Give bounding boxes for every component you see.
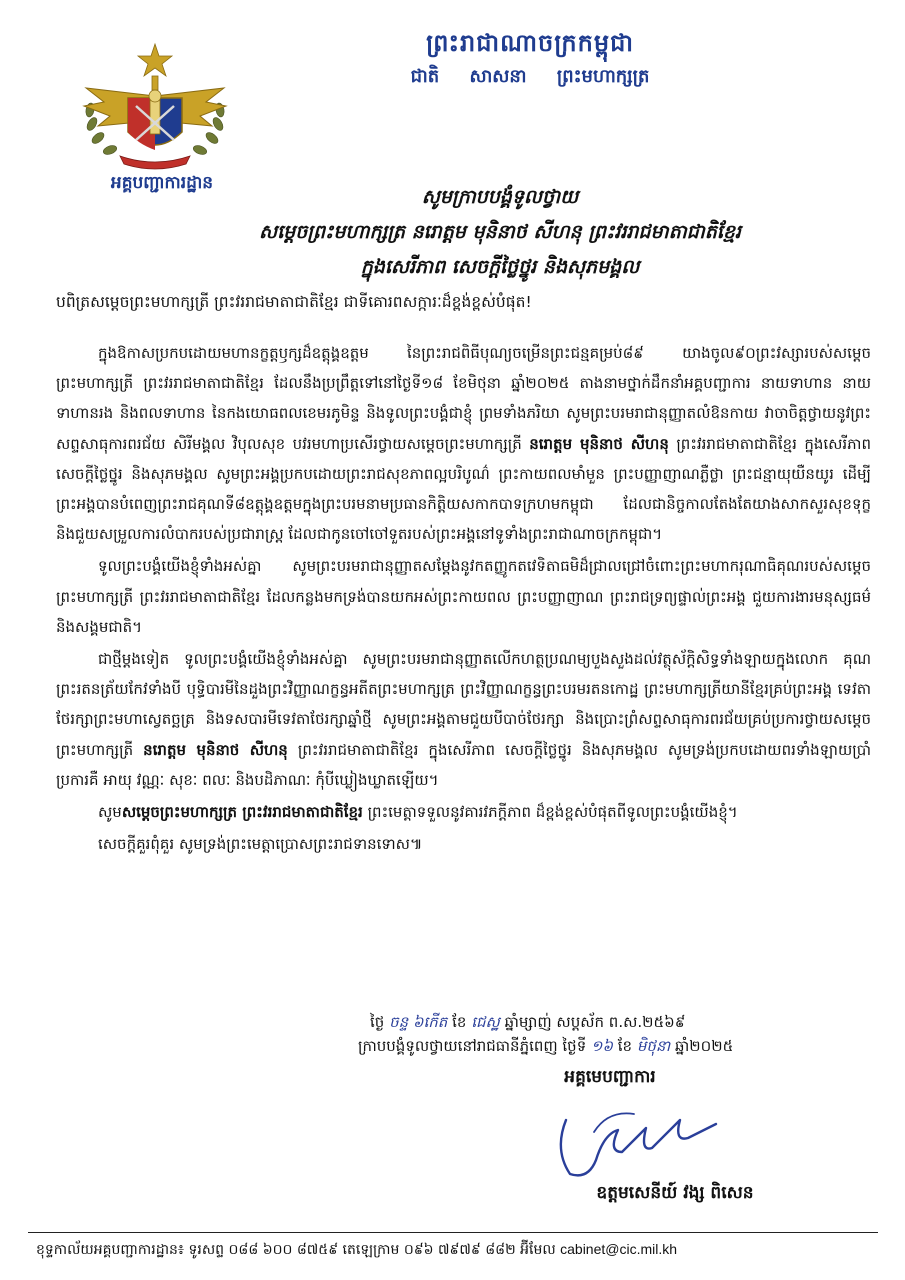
paragraph-3-part-a: ជាថ្មីម្តងទៀត ទូលព្រះបង្គំយើងខ្ញុំទាំងអស់គ្នា សូមព្រះបរមរាជានុញ្ញាតលើកហត្ថប្រណម្យបួងសួងដល់វត្ថុស័ក្តិសិទ្ធទាំងឡាយក្នុងលោក គុណព្រះរតនត្រ័យកែវទាំងបី បុទ្ធិបារមីនៃដួងព្រះវិញ្ញាណក្ខន្ធអតីតព្រះមហាក្សត្រ ព្រះវិញ្ញាណក្ខន្ធព្រះបរមរតនកោដ្ឋ ព្រះមហាក្សត្រីយានីខ្មែរគ្រប់ព្រះអង្គ ទេវតាថែរក្សាព្រះមហាស្វេតច្ឆត្រ និងទសបារមីទេវតាថែរក្សាឆ្នាំថ្មី សូមព្រះអង្គតាមជួយបីបាច់ថែរក្សា និងប្រោះព្រំសព្ទសាធុការពរជ័យគ្រប់ប្រការថ្វាយសម្តេចព្រះមហាក្សត្រី xyxy=(56,650,871,759)
lunar-year: ឆ្នាំម្សាញ់ សប្តស័ក ព.ស.២៥៦៩ xyxy=(504,1013,686,1031)
letter-body xyxy=(56,338,871,861)
solar-day: ១៦ xyxy=(591,1037,613,1055)
footer-email-link[interactable]: cabinet@cic.mil.kh xyxy=(560,1241,678,1257)
lunar-date: ៦កើត xyxy=(412,1013,448,1031)
lunar-day-prefix: ថ្ងៃ xyxy=(370,1013,385,1031)
solar-date-prefix: ក្រាបបង្គំទូលថ្វាយនៅរាជធានីភ្នំពេញ ថ្ងៃទី xyxy=(358,1037,587,1055)
letter-title-line-1: សូមក្រាបបង្គំទូលថ្វាយ xyxy=(421,186,579,208)
solar-date-line xyxy=(358,1037,868,1059)
lunar-month: ជេស្ឋ xyxy=(471,1013,500,1031)
letter-title-line-3: ក្នុងសេរីភាព សេចក្តីថ្លៃថ្នូរ និងសុភមង្គល xyxy=(360,256,640,278)
signer-name: ឧត្តមសេនីយ៍ វង្ស ពិសេន xyxy=(596,1183,754,1203)
body-paragraph-4 xyxy=(56,797,871,827)
lunar-month-prefix: ខែ xyxy=(452,1013,467,1031)
paragraph-3-royal-name: នរោត្តម មុនិនាថ សីហនុ xyxy=(143,740,288,759)
solar-month: មិថុនា xyxy=(636,1037,671,1055)
paragraph-1-royal-name: នរោត្តម មុនិនាថ សីហនុ xyxy=(529,434,669,453)
paragraph-1-part-b: ព្រះវររាជមាតាជាតិខ្មែរ ក្នុងសេរីភាព សេចក្តីថ្លៃថ្នូរ និងសុភមង្គល សូមព្រះអង្គប្រកបដោយព្រះរាជសុខភាពល្អបរិបូណ៌ ព្រះកាយពលមាំមួន ព្រះបញ្ញាញាណភ្លឺថ្លា ព្រះជន្មាយុយឺនយូរ ដើម្បីព្រះអង្គបានបំពេញព្រះរាជគុណទី៨ឧត្តុង្គឧត្តមក្នុងព្រះបរមនាមប្រធានកិត្តិយសកាកបាទក្រហមកម្ពុជា ដែលជានិច្ចកាលតែងតែយាងសាកសួរសុខទុក្ខ និងជួយសម្រួលការលំបាករបស់ប្រជារាស្ត្រ ដែលជាកូនចៅចៅទួតរបស់ព្រះអង្គនៅទូទាំងព្រះរាជាណាចក្រកម្ពុជា។ xyxy=(56,434,871,544)
footer-contact xyxy=(36,1240,876,1261)
lunar-date-line xyxy=(370,1013,870,1035)
salutation: បពិត្រសម្តេចព្រះមហាក្សត្រី ព្រះវររាជមាតាជាតិខ្មែរ ជាទីគោរពសក្ការៈដ៏ខ្ពង់ខ្ពស់បំផុត! xyxy=(56,293,532,311)
kingdom-heading: ព្រះរាជាណាចក្រកម្ពុជា xyxy=(426,28,634,57)
lunar-weekday: ចន្ទ xyxy=(389,1013,409,1031)
closing-paragraph: សេចក្តីគួរពុំគួរ សូមទ្រង់ព្រះមេត្តាប្រោសព្រះរាជទានទោស៕ xyxy=(98,835,423,854)
footer-divider xyxy=(28,1232,878,1233)
paragraph-4-part-a: សូម xyxy=(98,803,122,822)
military-emblem-icon xyxy=(76,40,234,172)
solar-month-prefix: ខែ xyxy=(617,1037,633,1055)
hq-label: អគ្គបញ្ជាការដ្ឋាន xyxy=(110,173,214,193)
paragraph-4-part-b: ព្រះមេត្តាទទួលនូវគារវភក្តីភាព ដ៏ខ្ពង់ខ្ពស់បំផុតពីទូលព្រះបង្គំយើងខ្ញុំ។ xyxy=(367,803,738,822)
commander-title: អគ្គមេបញ្ជាការ xyxy=(564,1067,656,1087)
footer-contact-info: ខុទ្ទកាល័យអគ្គបញ្ជាការដ្ឋាន៖ ទូរសព្ទ ០៨៨ ៦០០ ៨៧៥៩ តេឡេក្រាម ០៩៦ ៧៩៧៩ ៨៨២ អ៊ីមែល xyxy=(36,1242,556,1258)
paragraph-4-royal-name: សម្តេចព្រះមហាក្សត្រ ព្រះវររាជមាតាជាតិខ្មែរ xyxy=(121,803,363,822)
paragraph-3-part-b: ព្រះវររាជមាតាជាតិខ្មែរ ក្នុងសេរីភាព សេចក្តីថ្លៃថ្នូរ និងសុភមង្គល សូមទ្រង់ប្រកបដោយពរទាំងឡាយប្រាំប្រការគឺ អាយុ វណ្ណៈ សុខៈ ពលៈ និងបដិភាណៈ កុំបីឃ្លៀងឃ្លាតឡើយ។ xyxy=(56,740,871,789)
body-paragraph-1 xyxy=(56,338,871,549)
body-paragraph-3 xyxy=(56,644,871,795)
letter-title-line-2: សម្តេចព្រះមហាក្សត្រ នរោត្តម មុនិនាថ សីហនុ ព្រះវររាជមាតាជាតិខ្មែរ xyxy=(259,221,741,243)
body-paragraph-2: ទូលព្រះបង្គំយើងខ្ញុំទាំងអស់គ្នា សូមព្រះបរមរាជានុញ្ញាតសម្តែងនូវកតញ្ញូកតវេទិតាធមិដ៏ជ្រាលជ្រៅចំពោះព្រះមហាករុណាធិគុណរបស់សម្តេចព្រះមហាក្សត្រី ព្រះវររាជមាតាជាតិខ្មែរ ដែលកន្លងមកទ្រង់បានយកអស់ព្រះកាយពល ព្រះបញ្ញាញាណ ព្រះរាជទ្រព្យផ្ទាល់ព្រះអង្គ ជួយការងារមនុស្សធម៌និងសង្គមជាតិ។ xyxy=(56,557,871,636)
handwritten-signature-icon xyxy=(548,1090,728,1180)
national-motto: ជាតិ សាសនា ព្រះមហាក្សត្រ xyxy=(410,66,650,87)
paragraph-1-part-a: ក្នុងឱកាសប្រកបដោយមហានក្ខត្តឫក្សដ៏ឧត្តុង្គឧត្តម នៃព្រះរាជពិធីបុណ្យចម្រើនព្រះជន្មគម្រប់៨៩ យាងចូល៩០ព្រះវស្សារបស់សម្តេចព្រះមហាក្សត្រី ព្រះវររាជមាតាជាតិខ្មែរ ដែលនឹងប្រព្រឹត្តទៅនៅថ្ងៃទី១៨ ខែមិថុនា ឆ្នាំ២០២៥ តាងនាមថ្នាក់ដឹកនាំអគ្គបញ្ជាការ នាយទាហាន នាយទាហានរង និងពលទាហាន នៃកងយោធពលខេមរភូមិន្ទ និងទូលព្រះបង្គំជាខ្ញុំ ព្រមទាំងភរិយា សូមព្រះបរមរាជានុញ្ញាតលំឱនកាយ វាចាចិត្តថ្វាយនូវព្រះសព្ទសាធុការពរជ័យ សិរីមង្គល វិបុលសុខ បវរមហាប្រសើរថ្វាយសម្តេចព្រះមហាក្សត្រី xyxy=(56,344,871,453)
solar-year: ឆ្នាំ២០២៥ xyxy=(674,1037,734,1055)
